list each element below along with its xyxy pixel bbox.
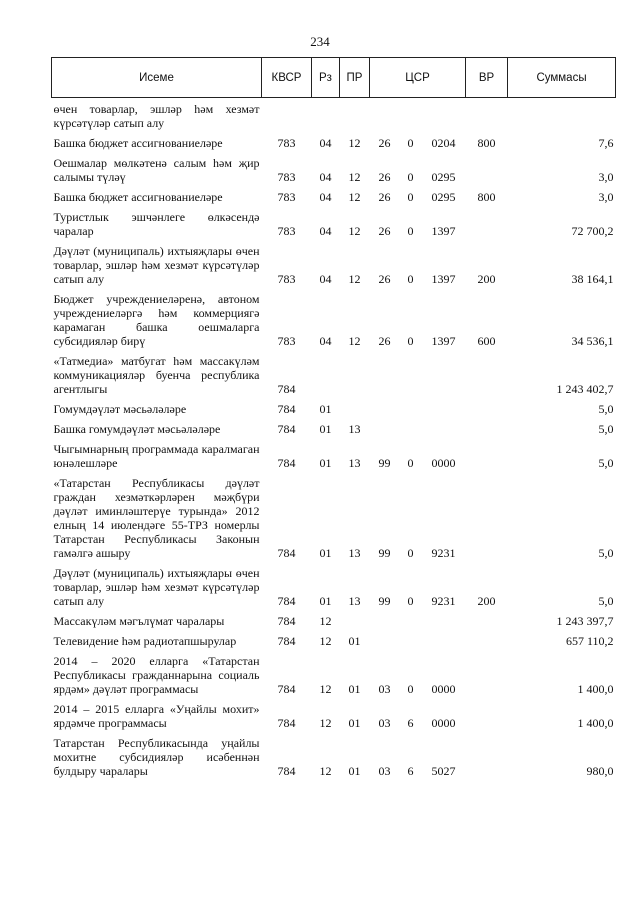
cell-pr: 01 (348, 716, 361, 730)
cell-name: «Татарстан Республикасы дәүләт граждан хезмәткәрләрен мәҗбүри дәүләт иминләштерүе турында» 2012 елның 14 июлендәге 55-ТРЗ номерлы Татарстан Республикасы Законын гамәлгә ашыру (53, 476, 260, 560)
cell-name: 2014 – 2015 елларга «Уңайлы мохит» ярдәмче программасы (53, 702, 260, 730)
table-row (52, 152, 616, 186)
cell-sum: 3,0 (598, 170, 614, 184)
cell-kvsr: 784 (277, 422, 296, 436)
cell-csr-program (370, 98, 400, 133)
budget-table (51, 57, 616, 780)
cell-csr-program: 26 (378, 170, 391, 184)
cell-rz: 04 (319, 224, 332, 238)
cell-rz: 01 (319, 546, 332, 560)
cell-rz: 12 (319, 682, 332, 696)
cell-kvsr: 783 (277, 190, 296, 204)
cell-kvsr: 783 (277, 170, 296, 184)
cell-csr-direction: 9231 (431, 546, 456, 560)
cell-csr-subprogram: 0 (407, 136, 414, 150)
header-name: Исеме (52, 58, 262, 98)
cell-csr-direction: 0000 (431, 682, 456, 696)
cell-csr-program: 26 (378, 190, 391, 204)
cell-sum: 5,0 (598, 546, 614, 560)
table-row (52, 438, 616, 472)
table-row (52, 732, 616, 780)
cell-vr (466, 630, 508, 650)
cell-vr (466, 398, 508, 418)
cell-csr-subprogram (400, 350, 422, 398)
cell-csr-direction: 0295 (431, 170, 456, 184)
cell-csr-program: 99 (378, 594, 391, 608)
cell-sum: 1 243 402,7 (556, 382, 614, 396)
cell-vr (466, 350, 508, 398)
table-row (52, 562, 616, 610)
cell-rz (312, 350, 340, 398)
cell-kvsr: 784 (277, 634, 296, 648)
cell-pr: 12 (348, 190, 361, 204)
cell-pr: 12 (348, 136, 361, 150)
cell-sum: 657 110,2 (565, 634, 614, 648)
cell-pr (340, 350, 370, 398)
cell-name: 2014 – 2020 елларга «Татарстан Республикасы гражданнарына социаль ярдәм» дәүләт программасы (53, 654, 260, 696)
cell-rz: 04 (319, 136, 332, 150)
cell-csr-program: 03 (378, 682, 391, 696)
cell-sum: 980,0 (586, 764, 614, 778)
cell-name: Бюджет учреждениеләренә, автоном учреждениеләргә һәм коммерциягә карамаган башка оешмаларга субсидияләр бирү (53, 292, 260, 348)
cell-csr-subprogram: 6 (407, 716, 414, 730)
cell-csr-subprogram (400, 630, 422, 650)
cell-rz: 04 (319, 170, 332, 184)
cell-sum: 5,0 (598, 402, 614, 416)
cell-pr (340, 610, 370, 630)
cell-rz: 01 (319, 402, 332, 416)
cell-name: Туристлык эшчәнлеге өлкәсендә чаралар (53, 210, 260, 238)
cell-csr-direction (422, 398, 466, 418)
cell-vr: 600 (477, 334, 496, 348)
cell-sum: 1 400,0 (577, 682, 614, 696)
table-row (52, 698, 616, 732)
cell-pr: 12 (348, 224, 361, 238)
cell-name: Башка бюджет ассигнованиеләре (53, 190, 223, 204)
cell-csr-program: 26 (378, 334, 391, 348)
cell-vr: 800 (477, 190, 496, 204)
cell-vr (466, 732, 508, 780)
cell-pr: 12 (348, 272, 361, 286)
cell-sum (508, 98, 616, 133)
cell-kvsr: 783 (277, 136, 296, 150)
header-sum: Суммасы (508, 58, 616, 98)
cell-pr: 13 (348, 594, 361, 608)
table-row (52, 630, 616, 650)
cell-sum: 1 400,0 (577, 716, 614, 730)
cell-vr (466, 610, 508, 630)
cell-vr (466, 98, 508, 133)
cell-kvsr: 784 (277, 594, 296, 608)
cell-csr-program (370, 418, 400, 438)
cell-csr-program: 99 (378, 456, 391, 470)
cell-name: Дәүләт (муниципаль) ихтыяҗлары өчен товарлар, эшләр һәм хезмәт күрсәтүләр сатып алу (53, 566, 260, 608)
cell-name: Татарстан Республикасында уңайлы мохитне субсидияләр исәбеннән булдыру чаралары (53, 736, 260, 778)
cell-kvsr: 783 (277, 272, 296, 286)
cell-rz: 12 (319, 614, 332, 628)
cell-sum: 72 700,2 (571, 224, 614, 238)
cell-csr-subprogram: 0 (407, 682, 414, 696)
cell-csr-program (370, 350, 400, 398)
cell-kvsr: 784 (277, 382, 296, 396)
cell-csr-subprogram: 0 (407, 546, 414, 560)
header-pr: ПР (340, 58, 370, 98)
cell-csr-subprogram (400, 418, 422, 438)
cell-pr: 12 (348, 170, 361, 184)
cell-name: Башка бюджет ассигнованиеләре (53, 136, 223, 150)
cell-csr-program: 26 (378, 272, 391, 286)
header-csr: ЦСР (370, 58, 466, 98)
cell-sum: 5,0 (598, 456, 614, 470)
cell-csr-program: 26 (378, 224, 391, 238)
table-row (52, 350, 616, 398)
cell-vr (466, 418, 508, 438)
cell-csr-direction: 1397 (431, 224, 456, 238)
cell-csr-subprogram (400, 98, 422, 133)
cell-csr-direction (422, 418, 466, 438)
cell-vr: 800 (477, 136, 496, 150)
cell-sum: 38 164,1 (571, 272, 614, 286)
cell-csr-subprogram (400, 398, 422, 418)
cell-vr: 200 (477, 594, 496, 608)
page-number: 234 (310, 34, 330, 49)
cell-csr-program: 03 (378, 716, 391, 730)
cell-vr (466, 472, 508, 562)
cell-name: Оешмалар мөлкәтенә салым һәм җир салымы түләү (53, 156, 260, 184)
cell-sum: 34 536,1 (571, 334, 614, 348)
cell-csr-subprogram (400, 610, 422, 630)
cell-csr-direction: 1397 (431, 334, 456, 348)
cell-vr (466, 698, 508, 732)
cell-rz (312, 98, 340, 133)
cell-rz: 04 (319, 190, 332, 204)
cell-csr-direction (422, 350, 466, 398)
table-row (52, 98, 616, 133)
cell-csr-direction: 0295 (431, 190, 456, 204)
table-header-row (52, 58, 616, 98)
table-row (52, 240, 616, 288)
cell-sum: 5,0 (598, 594, 614, 608)
table-row (52, 650, 616, 698)
cell-csr-subprogram: 0 (407, 594, 414, 608)
cell-csr-direction (422, 98, 466, 133)
cell-pr: 01 (348, 682, 361, 696)
table-row (52, 186, 616, 206)
cell-kvsr: 784 (277, 764, 296, 778)
cell-csr-program: 99 (378, 546, 391, 560)
cell-sum: 1 243 397,7 (556, 614, 614, 628)
cell-csr-subprogram: 0 (407, 334, 414, 348)
cell-pr: 13 (348, 546, 361, 560)
cell-rz: 04 (319, 334, 332, 348)
cell-csr-direction (422, 630, 466, 650)
cell-kvsr: 784 (277, 456, 296, 470)
table-row (52, 472, 616, 562)
cell-csr-direction: 9231 (431, 594, 456, 608)
cell-name: өчен товарлар, эшләр һәм хезмәт күрсәтүләр сатып алу (53, 102, 260, 130)
cell-rz: 01 (319, 456, 332, 470)
table-row (52, 132, 616, 152)
cell-name: Гомумдәүләт мәсьәләләре (53, 402, 187, 416)
cell-name: Телевидение һәм радиотапшырулар (53, 634, 237, 648)
cell-kvsr: 784 (277, 716, 296, 730)
cell-csr-direction: 0000 (431, 456, 456, 470)
cell-kvsr: 783 (277, 224, 296, 238)
cell-name: «Татмедиа» матбугат һәм массакүләм коммуникацияләр буенча республика агентлыгы (53, 354, 260, 396)
table-row (52, 418, 616, 438)
cell-rz: 12 (319, 716, 332, 730)
cell-pr: 01 (348, 634, 361, 648)
cell-kvsr: 783 (277, 334, 296, 348)
cell-name: Чыгымнарның программада каралмаган юнәлешләре (53, 442, 260, 470)
cell-vr (466, 438, 508, 472)
cell-csr-subprogram: 0 (407, 272, 414, 286)
cell-pr: 12 (348, 334, 361, 348)
cell-csr-subprogram: 0 (407, 224, 414, 238)
table-body (52, 98, 616, 781)
cell-pr (340, 398, 370, 418)
cell-sum: 3,0 (598, 190, 614, 204)
cell-name: Башка гомумдәүләт мәсьәләләре (53, 422, 221, 436)
cell-sum: 7,6 (598, 136, 614, 150)
cell-csr-direction: 1397 (431, 272, 456, 286)
cell-rz: 01 (319, 422, 332, 436)
cell-vr (466, 152, 508, 186)
cell-csr-program (370, 630, 400, 650)
cell-rz: 01 (319, 594, 332, 608)
cell-kvsr: 784 (277, 682, 296, 696)
cell-kvsr: 784 (277, 402, 296, 416)
cell-kvsr (262, 98, 312, 133)
cell-kvsr: 784 (277, 614, 296, 628)
cell-csr-direction (422, 610, 466, 630)
cell-csr-direction: 5027 (431, 764, 456, 778)
cell-pr (340, 98, 370, 133)
header-kvsr: КВСР (262, 58, 312, 98)
cell-rz: 12 (319, 764, 332, 778)
cell-pr: 01 (348, 764, 361, 778)
cell-name: Дәүләт (муниципаль) ихтыяҗлары өчен товарлар, эшләр һәм хезмәт күрсәтүләр сатып алу (53, 244, 260, 286)
cell-rz: 12 (319, 634, 332, 648)
cell-csr-direction: 0204 (431, 136, 456, 150)
cell-rz: 04 (319, 272, 332, 286)
cell-csr-subprogram: 0 (407, 190, 414, 204)
table-row (52, 206, 616, 240)
table-row (52, 398, 616, 418)
cell-csr-subprogram: 0 (407, 170, 414, 184)
cell-pr: 13 (348, 456, 361, 470)
cell-name: Массакүләм мәгълүмат чаралары (53, 614, 225, 628)
cell-csr-subprogram: 0 (407, 456, 414, 470)
table-row (52, 288, 616, 350)
cell-csr-program: 03 (378, 764, 391, 778)
cell-csr-program: 26 (378, 136, 391, 150)
cell-csr-direction: 0000 (431, 716, 456, 730)
cell-pr: 13 (348, 422, 361, 436)
cell-csr-program (370, 610, 400, 630)
header-vr: ВР (466, 58, 508, 98)
table-row (52, 610, 616, 630)
cell-kvsr: 784 (277, 546, 296, 560)
cell-vr (466, 206, 508, 240)
header-rz: Рз (312, 58, 340, 98)
cell-sum: 5,0 (598, 422, 614, 436)
cell-vr (466, 650, 508, 698)
cell-vr: 200 (477, 272, 496, 286)
cell-csr-program (370, 398, 400, 418)
cell-csr-subprogram: 6 (407, 764, 414, 778)
